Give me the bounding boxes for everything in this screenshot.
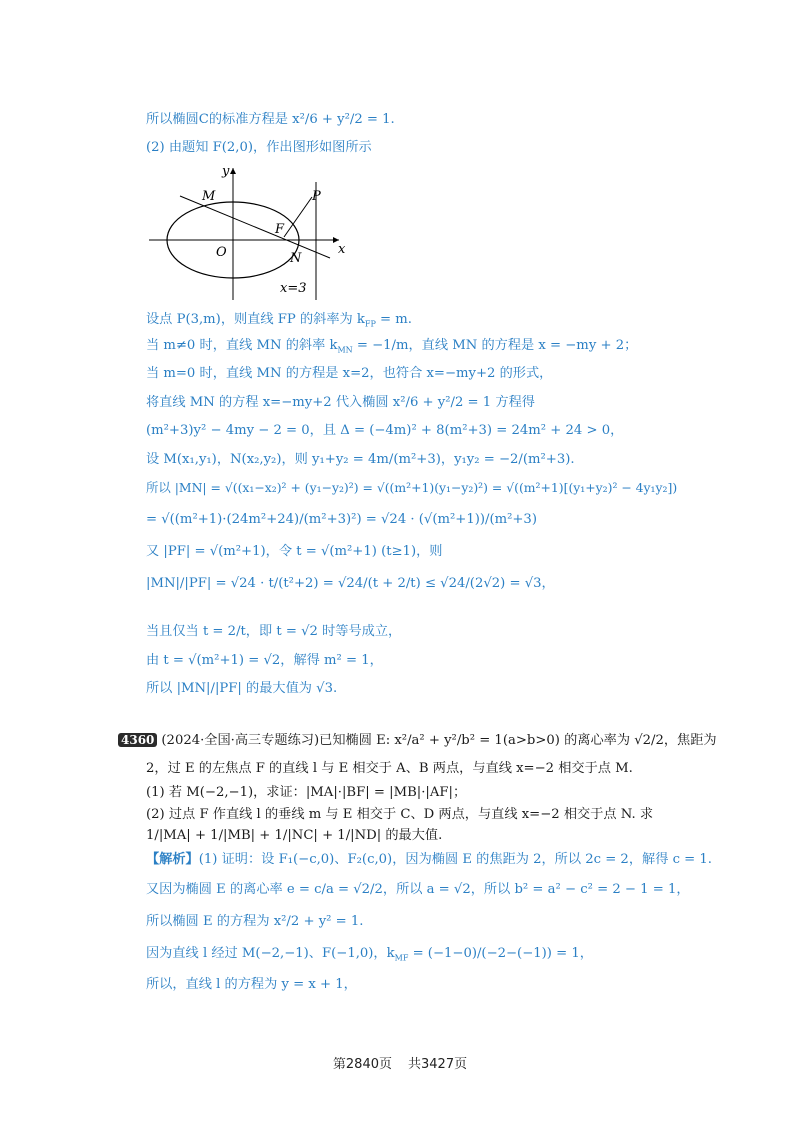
label-x: x	[338, 242, 346, 257]
solution-line: 当 m=0 时，直线 MN 的方程是 x=2，也符合 x=−my+2 的形式，	[146, 366, 553, 381]
analysis-line: 所以，直线 l 的方程为 y = x + 1，	[146, 977, 357, 992]
solution-line: 设 M(x₁,y₁)，N(x₂,y₂)，则 y₁+y₂ = 4m/(m²+3)，y₁y₂ = −2/(m²+3).	[146, 452, 575, 467]
problem-stem: 4360 (2024·全国·高三专题练习)已知椭圆 E: x²/a² + y²/b² = 1(a>b>0) 的离心率为 √2/2，焦距为	[118, 733, 717, 747]
analysis-line: 因为直线 l 经过 M(−2,−1)、F(−1,0)，$k_{MF} = (-1-0)/(-2-(-1)) = 1$，	[146, 946, 593, 963]
solution-line: = √((m²+1)·(24m²+24)/(m²+3)²) = √24 · (√(m²+1))/(m²+3)	[146, 512, 537, 527]
solution-line: 设点 P(3,m)，则直线 FP 的斜率为 $k_{FP} = m$.	[146, 312, 412, 329]
solution-line: 将直线 MN 的方程 x=−my+2 代入椭圆 x²/6 + y²/2 = 1 方程得	[146, 395, 535, 410]
page-total: 共3427页	[408, 1057, 468, 1072]
analysis-line: 所以椭圆 E 的方程为 x²/2 + y² = 1.	[146, 914, 364, 929]
solution-line: 所以 |MN| = √((x₁−x₂)² + (y₁−y₂)²) = √((m²+1)(y₁−y₂)²) = √((m²+1)[(y₁+y₂)² − 4y₁y₂])	[146, 480, 678, 495]
solution-line: |MN|/|PF| = √24 · t/(t²+2) = √24/(t + 2/t) ≤ √24/(2√2) = √3，	[146, 576, 555, 591]
ellipse-figure	[144, 160, 354, 305]
analysis-tag: 【解析】	[146, 852, 199, 867]
solution-line: 当 m≠0 时，直线 MN 的斜率 $k_{MN} = -1/m$，直线 MN 的方程是 x = −my + 2；	[146, 338, 638, 355]
problem-line: 1/|MA| + 1/|MB| + 1/|NC| + 1/|ND| 的最大值.	[146, 828, 443, 843]
analysis-line: 又因为椭圆 E 的离心率 e = c/a = √2/2，所以 a = √2，所以 b² = a² − c² = 2 − 1 = 1，	[146, 882, 690, 897]
solution-line: 所以 |MN|/|PF| 的最大值为 √3.	[146, 681, 338, 696]
solution-line: (2) 由题知 F(2,0)，作出图形如图所示	[146, 140, 372, 155]
problem-source: (2024·全国·高三专题练习)	[161, 733, 320, 748]
problem-number: 4360	[118, 733, 157, 747]
label-y: y	[222, 164, 230, 179]
problem-line: (2) 过点 F 作直线 l 的垂线 m 与 E 相交于 C、D 两点，与直线 x=−2 相交于点 N. 求	[146, 807, 654, 822]
solution-line: 又 |PF| = √(m²+1)，令 t = √(m²+1) (t≥1)，则	[146, 544, 443, 559]
problem-line: 2，过 E 的左焦点 F 的直线 l 与 E 相交于 A、B 两点，与直线 x=−2 相交于点 M.	[146, 761, 633, 776]
label-f: F	[275, 222, 285, 237]
problem-line: (1) 若 M(−2,−1)，求证：|MA|·|BF| = |MB|·|AF|；	[146, 785, 467, 800]
page-footer	[0, 1053, 800, 1072]
solution-line: (m²+3)y² − 4my − 2 = 0，且 Δ = (−4m)² + 8(m²+3) = 24m² + 24 > 0，	[146, 423, 624, 438]
solution-line: 由 t = √(m²+1) = √2，解得 m² = 1，	[146, 653, 383, 668]
label-n: N	[290, 251, 302, 266]
label-m: M	[202, 189, 216, 204]
label-p: P	[312, 189, 321, 204]
label-x3: x=3	[280, 281, 307, 296]
label-o: O	[216, 245, 227, 260]
segment-fp	[284, 197, 312, 237]
solution-line: 当且仅当 t = 2/t，即 t = √2 时等号成立，	[146, 624, 402, 639]
analysis-line: 【解析】(1) 证明：设 F₁(−c,0)、F₂(c,0)，因为椭圆 E 的焦距为 2，所以 2c = 2，解得 c = 1.	[146, 852, 712, 867]
page-number: 第2840页	[332, 1057, 392, 1072]
solution-line: 所以椭圆C的标准方程是 x²/6 + y²/2 = 1.	[146, 112, 395, 127]
line-mn	[180, 196, 330, 258]
